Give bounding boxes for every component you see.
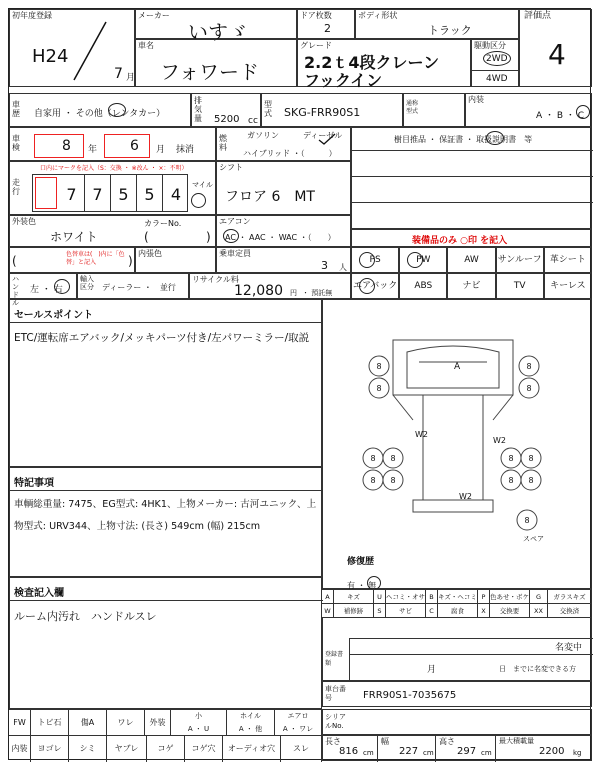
equipment-item: ナビ — [447, 273, 495, 299]
capacity-value: 3 — [321, 259, 328, 272]
dim-load: 2200 — [539, 746, 565, 757]
color-change-box — [9, 247, 135, 273]
dim-load-unit: kg — [573, 749, 582, 757]
month-unit: 月 — [126, 73, 136, 83]
legend-cell: ガラスキズ — [548, 590, 592, 604]
acc-line3 — [352, 202, 593, 203]
fuel-diesel: ディーゼル — [303, 131, 343, 140]
handle-value: 左 ・ 右 — [30, 285, 63, 295]
drive-sep — [472, 70, 520, 71]
ac-value: AC ・ AAC ・ WAC ・（ ） — [225, 233, 336, 242]
inspection-label: 車検 — [12, 134, 20, 152]
reg-line1 — [349, 638, 593, 639]
diagram-label-w2-left: W2 — [415, 430, 428, 439]
color-change-paren: ( — [12, 254, 17, 268]
bottom1-value: A ・ ワレ — [282, 725, 314, 733]
ac-label: エアコン — [219, 217, 251, 226]
equipment-item: PS — [351, 247, 399, 273]
repair-value: 有 ・ 無 — [347, 581, 377, 590]
bottom1-cell: ホイル A ・ 他 — [227, 710, 275, 736]
equipment-grid — [351, 247, 592, 299]
reg-month: 月 — [427, 665, 437, 675]
shift-label: シフト — [219, 163, 243, 172]
legend-cell: 交換済 — [548, 604, 592, 618]
wheel-value: 8 — [390, 476, 396, 485]
legend-cell: B — [426, 590, 438, 604]
diagram-label-w2-right: W2 — [493, 436, 506, 445]
bottom1-cell: 傷A — [69, 710, 107, 736]
car-name-value: フォワード — [160, 60, 259, 84]
shift-value: フロア 6 MT — [225, 189, 315, 205]
fuel-gasoline: ガソリン — [247, 131, 279, 140]
wheel-value: 8 — [370, 476, 376, 485]
inspect-erase: 抹消 — [176, 145, 195, 155]
equipment-circle — [359, 252, 375, 268]
color-no-paren: ( — [144, 230, 149, 244]
odometer-digit: 7 — [85, 175, 111, 211]
grade-label: グレード — [300, 41, 332, 50]
wheel-value: 8 — [528, 454, 534, 463]
wheel-value: 8 — [390, 454, 396, 463]
interior-label: 内装 — [468, 95, 484, 104]
wheel-value: 8 — [508, 476, 514, 485]
recycle-box — [189, 273, 351, 299]
dim-hei-label: 高さ — [439, 737, 455, 746]
model-label: 型式 — [264, 100, 272, 118]
color-value: ホワイト — [50, 230, 98, 244]
import-box — [77, 273, 189, 299]
inspect-month: 6 — [130, 138, 139, 154]
odometer-digit: 4 — [170, 185, 182, 204]
legend-cell: サビ — [386, 604, 426, 618]
dim-len: 816 — [339, 746, 359, 757]
import-value: ディーラー ・ 並行 — [102, 283, 176, 292]
special-text: 車輌総重量: 7475、EG型式: 4HK1、上物メーカー: 古河ユニック、上物型式: URV344、上物寸法: (長さ) 549cm (幅) 215cm — [14, 499, 317, 532]
bottom2-cell: コゲ穴 — [185, 736, 223, 762]
inspect-year-unit: 年 — [88, 145, 98, 155]
registration-box — [322, 617, 592, 681]
maker-value: いすゞ — [188, 20, 248, 44]
handle-label: ハンドル — [12, 275, 19, 307]
wheel-value: 8 — [526, 384, 532, 393]
legend-grid — [322, 589, 592, 617]
accessories-circle — [486, 131, 504, 145]
bottom2-cell: オーディオ穴 — [223, 736, 281, 762]
recycle-deposit: ・ 預託無 — [302, 289, 333, 297]
body-value: トラック — [428, 24, 472, 37]
import-label: 輸入区分 — [80, 275, 94, 291]
color-no-paren-close: ) — [206, 230, 211, 244]
legend-cell: 交換要 — [490, 604, 530, 618]
equipment-item: PW — [399, 247, 447, 273]
name-change: 名変中 — [555, 643, 583, 653]
legend-cell: G — [530, 590, 548, 604]
car-name-label: 車名 — [138, 41, 154, 50]
legend-cell: A — [322, 590, 334, 604]
equipment-item: キーレス — [544, 273, 592, 299]
score-label: 評価点 — [524, 11, 552, 21]
interior-box — [465, 93, 592, 127]
inspector-box — [9, 577, 322, 709]
dim-hei-unit: cm — [481, 749, 492, 757]
legend-cell: キズ — [334, 590, 374, 604]
chassis-value: FRR90S1-7035675 — [363, 690, 457, 701]
first-reg-box — [9, 9, 135, 87]
car-name-box — [135, 39, 297, 87]
equipment-item: AW — [447, 247, 495, 273]
inspector-title: 検査記入欄 — [14, 588, 64, 599]
color-label: 外装色 — [12, 217, 36, 226]
bottom2-cell: コゲ — [147, 736, 185, 762]
wheel-value: 8 — [508, 454, 514, 463]
equipment-circle — [359, 278, 375, 294]
drive-box — [471, 39, 519, 87]
serial-box — [322, 709, 592, 735]
color-change-note: 色替車は( )内に「色替」と記入 — [66, 251, 125, 266]
dimensions-box — [322, 735, 592, 761]
odometer-digit: 7 — [59, 175, 85, 211]
dim-wid-unit: cm — [423, 749, 434, 757]
legend-cell: X — [478, 604, 490, 618]
dim-hei: 297 — [457, 746, 477, 757]
sales-point-title: セールスポイント — [14, 310, 94, 321]
dim-wid-label: 幅 — [381, 737, 389, 746]
legend-cell: S — [374, 604, 386, 618]
dim-sep1 — [377, 736, 378, 762]
special-sep — [10, 490, 323, 491]
sales-point-text: ETC/運転席エアバック/メッキパーツ付き/左パワーミラー/取説 — [14, 332, 310, 344]
bottom1-cell: 小 A ・ U — [171, 710, 227, 736]
diagram-label-w2-bottom: W2 — [459, 492, 472, 501]
vehicle-diagram — [323, 300, 593, 590]
inspect-month-box — [104, 134, 150, 158]
repair-circle — [367, 576, 381, 590]
special-box — [9, 467, 322, 577]
first-reg-year: H24 — [32, 46, 69, 67]
inspect-year-box — [34, 134, 84, 158]
bottom1-cell: ワレ — [107, 710, 145, 736]
grade-line2: フックイン — [304, 71, 383, 90]
equipment-item: ABS — [399, 273, 447, 299]
color-no-label: カラーNo. — [144, 219, 182, 228]
capacity-box — [216, 247, 351, 273]
maker-box — [135, 9, 297, 44]
slash-mark — [70, 20, 110, 82]
diesel-check — [317, 132, 337, 146]
bottom1-cell: 外装 — [145, 710, 171, 736]
dim-sep3 — [495, 736, 496, 762]
bottom1-cell: トビ石 — [31, 710, 69, 736]
usage-box — [9, 93, 191, 127]
acc-line2 — [352, 176, 593, 177]
doors-box — [297, 9, 355, 39]
equipment-item: エアバック — [351, 273, 399, 299]
legend-cell: キズ・ヘコミ — [438, 590, 478, 604]
body-label: ボディ形状 — [358, 11, 398, 20]
equipment-item: サンルーフ — [496, 247, 544, 273]
bottom1-cell: FW — [9, 710, 31, 736]
equipment-item: TV — [496, 273, 544, 299]
legend-cell: C — [426, 604, 438, 618]
displacement-value: 5200 — [214, 114, 240, 125]
drive-4wd: 4WD — [486, 74, 508, 84]
usage-value: 自家用 ・ その他（レンタカー） — [34, 109, 166, 119]
doors-value: 2 — [324, 22, 331, 35]
tsusho-label: 通称型式 — [406, 100, 419, 115]
diagram-box — [322, 299, 592, 589]
legend-cell: ヘコミ・オサ — [386, 590, 426, 604]
dim-wid: 227 — [399, 746, 419, 757]
usage-circle — [108, 103, 126, 117]
diagram-label-spare: スペア — [523, 535, 544, 543]
legend-cell: W — [322, 604, 334, 618]
inspector-sep — [10, 600, 323, 601]
equip-header-box — [351, 229, 592, 247]
accessories-box — [351, 127, 592, 229]
sales-point-box — [9, 299, 322, 467]
mileage-box — [9, 161, 216, 215]
usage-label: 車歴 — [12, 100, 20, 118]
odometer-digit: 5 — [111, 175, 137, 211]
dim-load-label: 最大積載量 — [499, 737, 534, 745]
recycle-label: リサイクル料 — [192, 275, 239, 284]
bottom2-cell: シミ — [69, 736, 107, 762]
mileage-label: 走行 — [12, 178, 20, 196]
maker-label: メーカー — [138, 11, 170, 20]
tsusho-box — [403, 93, 465, 127]
inspect-year: 8 — [62, 138, 71, 154]
wheel-value: 8 — [526, 362, 532, 371]
legend-cell: U — [374, 590, 386, 604]
body-box — [355, 9, 519, 39]
ac-circle — [223, 229, 239, 243]
legend-cell: P — [478, 590, 490, 604]
reg-vline — [349, 638, 350, 682]
fuel-label: 燃料 — [219, 134, 227, 152]
inspect-month-unit: 月 — [156, 145, 166, 155]
grade-line1: 2.2ｔ4段クレーン — [304, 53, 440, 72]
special-title: 特記事項 — [14, 478, 54, 489]
wheel-value: 8 — [528, 476, 534, 485]
capacity-unit: 人 — [339, 263, 347, 272]
chassis-label: 車台番号 — [325, 685, 346, 702]
model-box — [261, 93, 403, 127]
bottom2-cell: ヨゴレ — [31, 736, 69, 762]
wheel-value: 8 — [376, 384, 382, 393]
legend-cell: 腐食 — [438, 604, 478, 618]
drive-2wd: 2WD — [486, 54, 508, 64]
dim-sep2 — [435, 736, 436, 762]
shift-box — [216, 161, 351, 215]
bottom-row-exterior — [9, 709, 322, 735]
wheel-value: 8 — [524, 516, 530, 525]
bottom-row-interior — [9, 735, 322, 761]
inspection-box — [9, 127, 216, 161]
bottom2-cell: ヤブレ — [107, 736, 147, 762]
bottom1-value: A ・ U — [187, 725, 210, 733]
reg-doc-text: 日 までに名変できる方 — [499, 665, 576, 673]
dim-len-label: 長さ — [325, 737, 341, 746]
drive-label: 駆動区分 — [474, 41, 506, 50]
capacity-label: 乗車定員 — [219, 249, 251, 258]
chassis-box — [322, 681, 592, 707]
bottom1-cell: エアロ A ・ ワレ — [275, 710, 322, 736]
wheel-value: 8 — [376, 362, 382, 371]
inner-color-box — [135, 247, 216, 273]
handle-circle — [54, 279, 70, 294]
reg-line2 — [349, 654, 593, 655]
color-box — [9, 215, 216, 247]
inner-color-label: 内張色 — [138, 249, 162, 258]
sales-sep — [10, 322, 323, 323]
color-change-paren-close: ) — [128, 254, 133, 268]
legend-cell: 色あせ・ボケ — [490, 590, 530, 604]
recycle-value: 12,080 — [234, 283, 283, 299]
first-reg-month: 7 — [114, 66, 123, 82]
diagram-label-a: A — [454, 362, 461, 372]
odometer-digit — [35, 177, 57, 209]
acc-line1 — [352, 150, 593, 151]
bottom2-cell: 内装 — [9, 736, 31, 762]
equip-header: 装備品のみ ○印 を記入 — [412, 236, 508, 246]
legend-cell: XX — [530, 604, 548, 618]
mileage-unit: マイル — [192, 181, 213, 189]
reg-doc-label: 登録書類 — [325, 651, 344, 667]
interior-value: A ・ B ・ C — [536, 111, 585, 121]
score-value: 4 — [548, 38, 566, 71]
fuel-box — [216, 127, 351, 161]
drive-circle — [483, 51, 511, 66]
model-value: SKG-FRR90S1 — [284, 106, 361, 119]
equipment-item: 革シート — [544, 247, 592, 273]
mileage-note: 口内にマークを記入（S：交換 ・ ※改ん ・ ×：不明） — [40, 165, 188, 172]
displacement-label: 排気量 — [194, 96, 202, 123]
score-box — [519, 9, 592, 87]
repair-title: 修復歴 — [347, 557, 375, 567]
odometer-digit: 5 — [137, 175, 163, 211]
dim-len-unit: cm — [363, 749, 374, 757]
odometer — [32, 174, 188, 212]
bottom2-cell: スレ — [281, 736, 322, 762]
mileage-unit-circle — [191, 193, 206, 208]
auction-sheet — [8, 8, 591, 760]
first-reg-label: 初年度登録 — [12, 11, 52, 20]
displacement-box — [191, 93, 261, 127]
displacement-unit: cc — [248, 116, 258, 126]
grade-box — [297, 39, 471, 90]
serial-label: シリアルNo. — [325, 713, 346, 730]
doors-label: ドア枚数 — [300, 11, 332, 20]
interior-circle — [576, 105, 590, 119]
fuel-hybrid: ハイブリッド ・（ ） — [243, 149, 337, 158]
handle-box — [9, 273, 77, 307]
accessories-title: 樹目推品 ・ 保証書 ・ 取扱説明書 等 — [394, 135, 533, 144]
bottom1-value: A ・ 他 — [238, 725, 263, 733]
wheel-value: 8 — [370, 454, 376, 463]
ac-box — [216, 215, 351, 247]
inspector-text: ルーム内汚れ ハンドルスレ — [14, 610, 157, 623]
recycle-unit: 円 — [290, 289, 297, 297]
legend-cell: 補修跡 — [334, 604, 374, 618]
